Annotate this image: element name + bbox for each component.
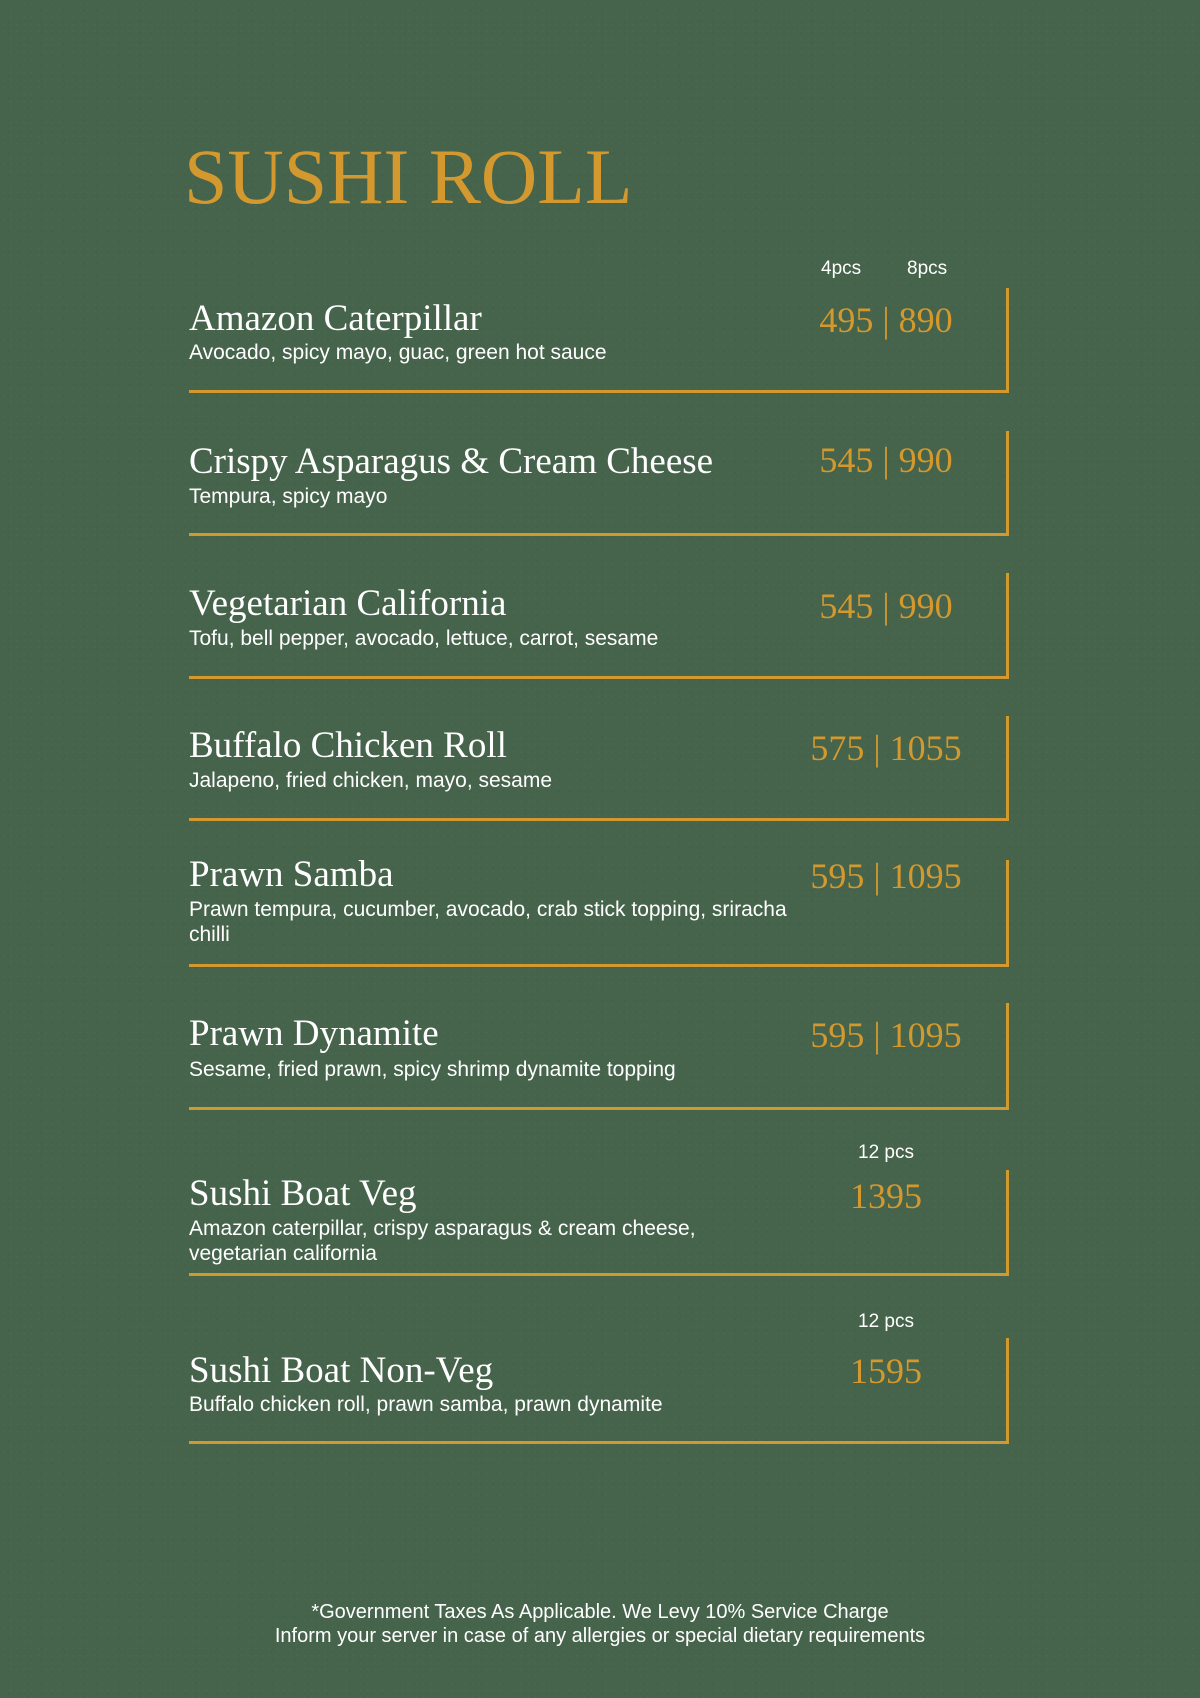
item-price: 1395	[850, 1176, 922, 1216]
item-name: Vegetarian California	[189, 583, 507, 624]
item-description: Avocado, spicy mayo, guac, green hot sauce	[189, 341, 607, 364]
item-quantity: 12 pcs	[858, 1311, 914, 1332]
item-description: Amazon caterpillar, crispy asparagus & cream cheese, vegetarian california	[189, 1217, 696, 1265]
item-price: 545 | 990	[819, 586, 953, 626]
menu-footer	[0, 1600, 1200, 1648]
item-name: Prawn Samba	[189, 854, 394, 895]
item-description: Prawn tempura, cucumber, avocado, crab stick topping, sriracha chilli	[189, 898, 787, 946]
item-name: Prawn Dynamite	[189, 1013, 439, 1054]
footer-allergy-note: Inform your server in case of any allergies or special dietary requirements	[274, 1625, 926, 1647]
item-price: 495 | 890	[819, 300, 953, 340]
item-price: 545 | 990	[819, 440, 953, 480]
item-price: 595 | 1095	[810, 1015, 962, 1055]
item-price: 575 | 1055	[810, 728, 962, 768]
item-price: 595 | 1095	[810, 856, 962, 896]
item-name: Amazon Caterpillar	[189, 298, 482, 339]
header-label-large: 8pcs	[907, 258, 948, 279]
header-label-small: 4pcs	[821, 258, 862, 279]
item-description: Tempura, spicy mayo	[189, 485, 388, 508]
footer-tax-note: *Government Taxes As Applicable. We Levy 10% Service Charge	[311, 1601, 889, 1623]
item-description: Tofu, bell pepper, avocado, lettuce, carrot, sesame	[189, 627, 659, 650]
item-price: 1595	[850, 1351, 922, 1391]
item-description: Sesame, fried prawn, spicy shrimp dynamite topping	[189, 1058, 676, 1081]
item-name: Buffalo Chicken Roll	[189, 725, 507, 766]
item-quantity: 12 pcs	[858, 1142, 914, 1163]
item-name: Sushi Boat Veg	[189, 1173, 417, 1214]
item-name: Sushi Boat Non-Veg	[189, 1350, 494, 1391]
item-description: Jalapeno, fried chicken, mayo, sesame	[189, 769, 553, 792]
item-description: Buffalo chicken roll, prawn samba, prawn dynamite	[189, 1393, 663, 1416]
menu-title: SUSHI ROLL	[184, 133, 633, 220]
item-name: Crispy Asparagus & Cream Cheese	[189, 441, 714, 482]
